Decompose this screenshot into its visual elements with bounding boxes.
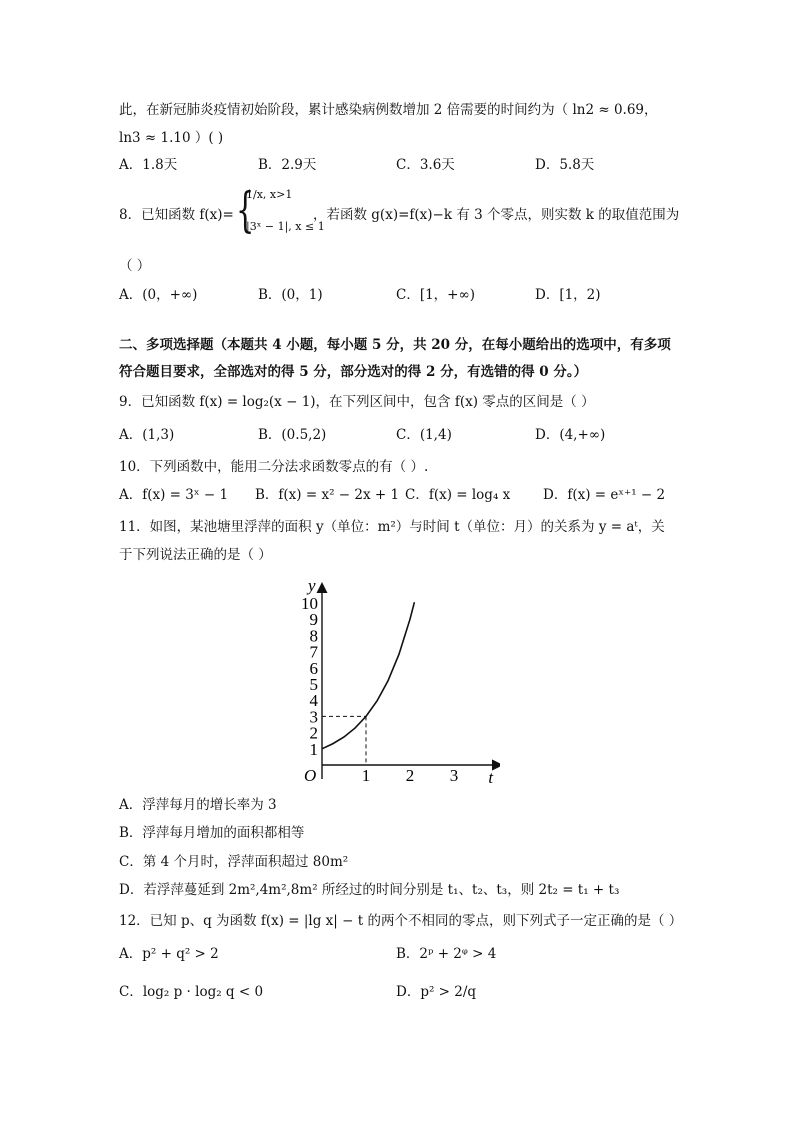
y-tick-label: 7	[309, 642, 318, 662]
origin-label: O	[304, 766, 317, 785]
growth-curve	[322, 602, 414, 749]
x-axis-label: t	[488, 768, 494, 785]
q9-option-b[interactable]: B．(0.5,2)	[258, 427, 327, 443]
growth-graph	[290, 565, 500, 785]
section2-title-line1: 二、多项选择题（本题共 4 小题，每小题 5 分，共 20 分，在每小题给出的选项中，有多项	[119, 337, 671, 353]
q7-option-a[interactable]: A．1.8天	[119, 157, 178, 173]
q11-line1: 11．如图，某池塘里浮萍的面积 y（单位：m²）与时间 t（单位：月）的关系为 y = aᵗ，关	[119, 519, 665, 535]
q7-line1: 此，在新冠肺炎疫情初始阶段，累计感染病例数增加 2 倍需要的时间约为（ ln2 ≈ 0.69，	[119, 102, 658, 118]
q10-option-a[interactable]: A．f(x) = 3ˣ − 1	[119, 487, 229, 503]
q12-option-d[interactable]: D．p² > 2/q	[396, 984, 477, 1000]
q8-option-d[interactable]: D．[1，2)	[535, 287, 601, 303]
y-tick-label: 3	[309, 707, 318, 727]
x-tick-label: 3	[449, 766, 459, 785]
y-tick-label: 5	[309, 675, 318, 694]
q10-option-d[interactable]: D．f(x) = eˣ⁺¹ − 2	[543, 487, 666, 503]
q8-option-a[interactable]: A．(0，+∞)	[119, 287, 198, 303]
q7-option-b[interactable]: B．2.9天	[258, 157, 317, 173]
q10-option-c[interactable]: C．f(x) = log₄ x	[405, 487, 511, 503]
brace-icon: {	[236, 182, 255, 238]
q8-suffix: ，若函数 g(x)=f(x)−k 有 3 个零点，则实数 k 的取值范围为	[313, 207, 680, 223]
q7-option-d[interactable]: D．5.8天	[535, 157, 595, 173]
q10-stem: 10．下列函数中，能用二分法求函数零点的有（ ）.	[119, 459, 429, 475]
q11-option-a[interactable]: A．浮萍每月的增长率为 3	[119, 797, 277, 813]
q11-option-d[interactable]: D．若浮萍蔓延到 2m²,4m²,8m² 所经过的时间分别是 t₁、t₂、t₃，则 2t₂ = t₁ + t₃	[119, 882, 620, 898]
y-tick-label: 4	[309, 691, 318, 711]
y-axis-label: y	[308, 575, 316, 595]
q8-prefix: 8．已知函数 f(x)=	[119, 207, 234, 223]
q8-piece-2: |3ˣ − 1|, x ≤ 1	[246, 220, 325, 233]
x-tick-label: 2	[405, 766, 415, 785]
q11-option-b[interactable]: B．浮萍每月增加的面积都相等	[119, 825, 305, 841]
q9-option-a[interactable]: A．(1,3)	[119, 427, 175, 443]
q10-option-b[interactable]: B．f(x) = x² − 2x + 1	[255, 487, 400, 503]
x-tick-label: 1	[361, 766, 371, 785]
q9-option-c[interactable]: C．(1,4)	[396, 427, 452, 443]
q12-option-c[interactable]: C．log₂ p · log₂ q < 0	[119, 984, 264, 1000]
q8-piece-1: 1/x, x>1	[246, 188, 293, 201]
y-tick-label: 6	[309, 658, 318, 678]
y-tick-label: 2	[309, 723, 318, 743]
q8-option-c[interactable]: C．[1，+∞)	[396, 287, 476, 303]
q7-line2: ln3 ≈ 1.10 ）( )	[119, 130, 224, 146]
y-tick-label: 10	[301, 594, 318, 613]
y-tick-label: 1	[309, 739, 318, 759]
q7-option-c[interactable]: C．3.6天	[396, 157, 455, 173]
section2-title-line2: 符合题目要求，全部选对的得 5 分，部分选对的得 2 分，有选错的得 0 分。）	[119, 364, 588, 380]
q11-option-c[interactable]: C．第 4 个月时，浮萍面积超过 80m²	[119, 854, 349, 870]
q8-blank: （ ）	[119, 258, 151, 274]
q11-line2: 于下列说法正确的是（ ）	[119, 547, 272, 563]
q9-option-d[interactable]: D．(4,+∞)	[535, 427, 606, 443]
y-tick-label: 8	[309, 626, 318, 646]
q9-stem: 9．已知函数 f(x) = log₂(x − 1)，在下列区间中，包含 f(x) 零点的区间是（ ）	[119, 394, 595, 410]
q8-option-b[interactable]: B．(0，1)	[258, 287, 323, 303]
q12-stem: 12．已知 p、q 为函数 f(x) = |lg x| − t 的两个不相同的零点，则下列式子一定正确的是（ ）	[119, 913, 683, 929]
y-tick-label: 9	[309, 610, 318, 630]
q12-option-a[interactable]: A．p² + q² > 2	[119, 946, 219, 962]
q12-option-b[interactable]: B．2ᵖ + 2ᵠ > 4	[396, 946, 497, 962]
